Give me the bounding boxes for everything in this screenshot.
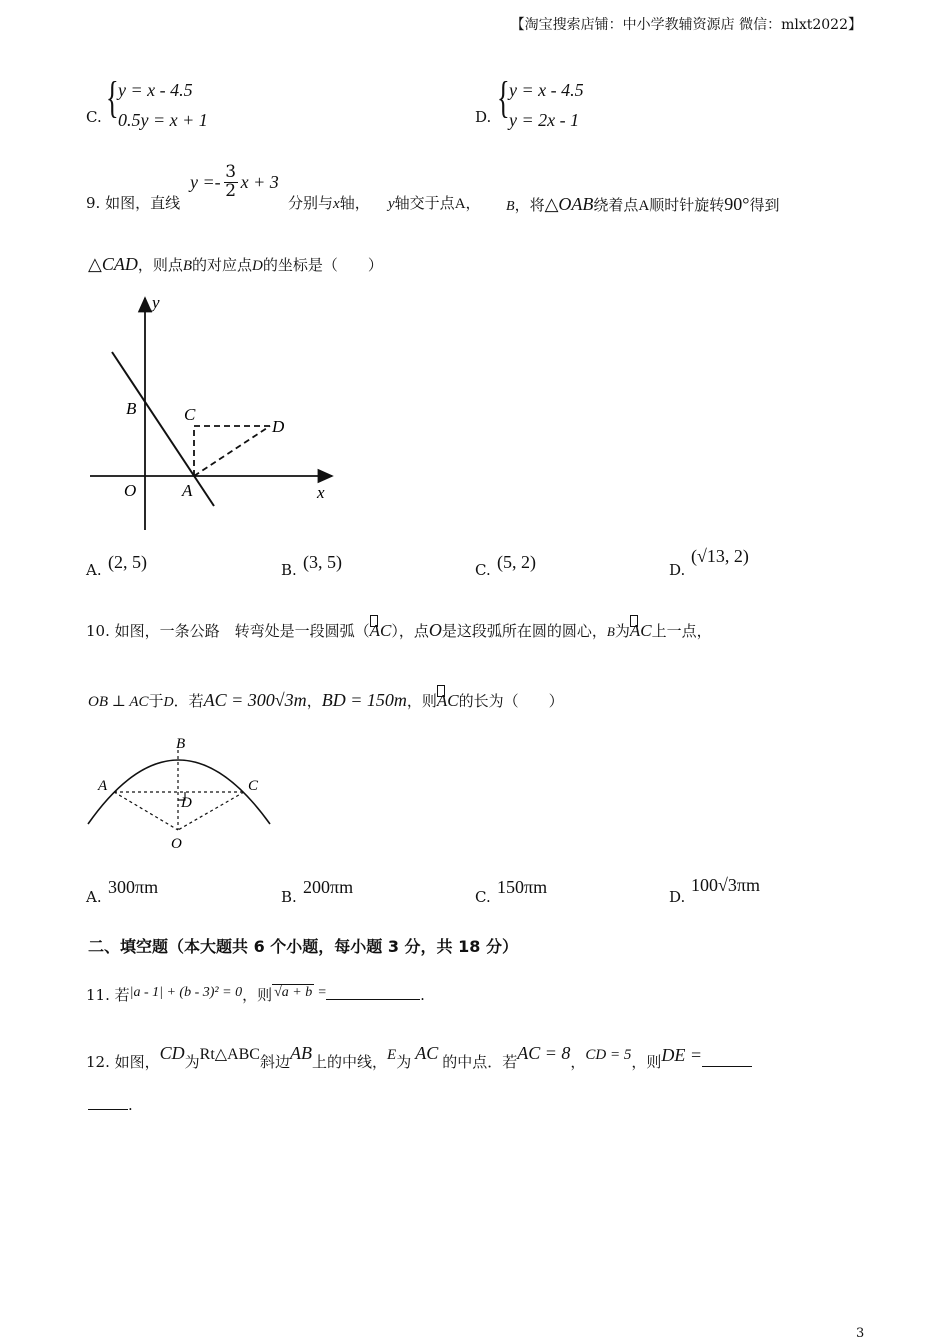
q10-option-d-value: 100√3πm bbox=[691, 875, 760, 895]
q10-fig-d-label: D bbox=[181, 795, 192, 811]
q9-text-line1c bbox=[506, 194, 780, 215]
q10-fig-b-label: B bbox=[176, 736, 186, 752]
q9-B2: B bbox=[182, 258, 193, 274]
q9-option-d-value: (√13, 2) bbox=[691, 546, 749, 566]
q10-option-d-label: D. bbox=[669, 888, 686, 906]
q12-AC: AC bbox=[415, 1043, 439, 1063]
q9-text-line1b bbox=[388, 192, 481, 213]
q10-option-c-value: 150πm bbox=[497, 877, 548, 897]
q9-prefix: 9. 如图，直线 bbox=[86, 194, 181, 212]
q8-option-d-line2: y = 2x - 1 bbox=[509, 110, 580, 130]
q10-p4: 为 bbox=[614, 622, 630, 640]
q12-w1: 为 bbox=[184, 1053, 200, 1071]
q9-segment-ad bbox=[194, 426, 270, 476]
q10-fig-a-label: A bbox=[98, 778, 108, 794]
q10-option-c-label: C. bbox=[475, 888, 491, 906]
q12-line1 bbox=[86, 1043, 752, 1072]
q9-figure bbox=[80, 290, 350, 540]
q8-option-c-brace: { bbox=[106, 73, 119, 122]
q12-w5: 的中点．若 bbox=[442, 1053, 518, 1071]
q12-w3: 上的中线， bbox=[312, 1053, 388, 1071]
q9-option-b-value: (3, 5) bbox=[303, 552, 342, 572]
q9-mid3: 轴交于点 bbox=[394, 194, 455, 212]
q10-fig-c-label: C bbox=[248, 778, 259, 794]
q8-option-d-line1: y = x - 4.5 bbox=[509, 80, 584, 100]
q9-A: A bbox=[454, 196, 466, 212]
q10-arc-ac-3: AC bbox=[436, 691, 459, 710]
q10-p3: 是这段弧所在圆的圆心， bbox=[441, 622, 607, 640]
q9-eq-right: x + 3 bbox=[240, 171, 279, 192]
q10-option-b-label: B. bbox=[281, 888, 297, 906]
section-heading-fill-in: 二、填空题（本大题共 6 个小题，每小题 3 分，共 18 分） bbox=[88, 937, 518, 956]
q11-prefix: 11. 若 bbox=[86, 986, 130, 1004]
q10-B: B bbox=[606, 624, 615, 639]
q12-w2: 斜边 bbox=[259, 1053, 290, 1071]
q12-w4: 为 bbox=[396, 1053, 412, 1071]
q9-A2: A bbox=[638, 198, 650, 214]
q9-option-c-value: (5, 2) bbox=[497, 552, 536, 572]
q9-fig-b-label: B bbox=[126, 399, 137, 418]
q10-line1 bbox=[86, 620, 712, 641]
q10-p2: ），点 bbox=[391, 622, 429, 640]
q9-B: B bbox=[506, 199, 515, 214]
q9-line2a: ，则点 bbox=[137, 256, 183, 274]
q9-eq-left: y =- bbox=[190, 171, 221, 192]
q10-arc-ac-2: AC bbox=[629, 621, 652, 640]
q12-E: E bbox=[387, 1047, 397, 1063]
q11-mid: ，则 bbox=[242, 986, 273, 1004]
q10-O: O bbox=[428, 620, 442, 640]
q9-deg: 90° bbox=[724, 194, 750, 214]
q9-mid7: 得到 bbox=[749, 196, 780, 214]
q10-p5: 上一点， bbox=[651, 622, 712, 640]
q9-y: y bbox=[388, 196, 395, 212]
q9-frac-den: 2 bbox=[225, 180, 237, 201]
q9-text-line2 bbox=[88, 254, 383, 275]
q11-answer-blank[interactable] bbox=[326, 999, 420, 1000]
q9-option-d-label: D. bbox=[669, 561, 686, 579]
q9-frac-num: 3 bbox=[225, 162, 237, 182]
q8-option-c-line2: 0.5y = x + 1 bbox=[118, 110, 208, 130]
q9-fig-o-label: O bbox=[124, 481, 137, 500]
q9-D: D bbox=[252, 258, 263, 274]
q12-cd-5: CD = 5 bbox=[585, 1047, 632, 1063]
q12-answer-blank-1[interactable] bbox=[702, 1066, 752, 1067]
q10-fig-o-label: O bbox=[171, 836, 182, 852]
q12-CD: CD bbox=[159, 1043, 185, 1063]
q10-option-b-value: 200πm bbox=[303, 877, 354, 897]
page-number: 3 bbox=[856, 1326, 865, 1341]
q9-option-b-label: B. bbox=[281, 561, 297, 579]
q9-tri-oab: △OAB bbox=[544, 194, 594, 214]
q12-w6: ，则 bbox=[631, 1053, 662, 1071]
q12-AB: AB bbox=[290, 1043, 312, 1063]
q10-option-a-label: A. bbox=[86, 888, 102, 906]
q9-mid1: 分别与 bbox=[288, 194, 334, 212]
q9-mid2: 轴， bbox=[339, 194, 370, 212]
q9-mid6: 顺时针旋转 bbox=[649, 196, 725, 214]
q8-option-d-label: D. bbox=[475, 108, 492, 126]
q9-fig-c-label: C bbox=[184, 405, 196, 424]
q10-p9: ，则 bbox=[406, 692, 437, 710]
q9-fig-x-label: x bbox=[317, 483, 325, 502]
q12-rt-abc: Rt△ABC bbox=[199, 1046, 260, 1063]
q12-line2 bbox=[88, 1096, 133, 1114]
q12-end: . bbox=[128, 1096, 133, 1114]
q9-option-a-label: A. bbox=[86, 561, 102, 579]
q10-option-a-value: 300πm bbox=[108, 877, 159, 897]
q10-prefix: 10. 如图，一条公路 转弯处是一段圆弧（ bbox=[86, 622, 370, 640]
q9-comma: ， bbox=[465, 194, 481, 212]
q11-line bbox=[86, 984, 425, 1005]
q10-D: D bbox=[163, 695, 174, 710]
q10-bd-value: BD = 150m bbox=[321, 690, 407, 710]
q12-ac-8: AC = 8 bbox=[517, 1043, 571, 1063]
q12-answer-blank-2[interactable] bbox=[88, 1109, 128, 1110]
q8-option-c-line1: y = x - 4.5 bbox=[118, 80, 193, 100]
q9-mid4: ，将 bbox=[514, 196, 545, 214]
q10-p10: 的长为（ ） bbox=[458, 692, 564, 710]
q9-option-c-label: C. bbox=[475, 561, 491, 579]
q11-expr: |a - 1| + (b - 3)² = 0 bbox=[129, 985, 243, 1000]
q9-x: x bbox=[333, 196, 340, 212]
q11-eq: = bbox=[318, 985, 327, 1000]
q10-p8: ， bbox=[306, 692, 322, 710]
q10-line2 bbox=[88, 690, 564, 711]
q12-prefix: 12. 如图， bbox=[86, 1053, 160, 1071]
q10-figure bbox=[82, 730, 282, 855]
q10-perp: OB ⊥ AC bbox=[88, 694, 149, 710]
q12-c1: ， bbox=[570, 1053, 586, 1071]
q9-fig-y-label: y bbox=[152, 293, 160, 312]
q10-p6: 于 bbox=[148, 692, 164, 710]
q11-root: √a + b bbox=[274, 985, 313, 1000]
q9-text-line1 bbox=[288, 192, 370, 213]
q9-fig-a-label: A bbox=[182, 481, 193, 500]
q10-p7: ．若 bbox=[173, 692, 204, 710]
q9-tri-cad: △CAD bbox=[88, 254, 138, 274]
q11-end: . bbox=[420, 986, 425, 1004]
q9-line2c: 的坐标是（ ） bbox=[262, 256, 383, 274]
q9-option-a-value: (2, 5) bbox=[108, 552, 147, 572]
q10-segment-oa bbox=[114, 792, 178, 830]
q9-line2b: 的对应点 bbox=[192, 256, 253, 274]
q9-line-equation bbox=[190, 164, 279, 201]
page-header: 【淘宝搜索店铺：中小学教辅资源店 微信：mlxt2022】 bbox=[510, 17, 862, 33]
q8-option-d-brace: { bbox=[497, 73, 510, 122]
q9-fig-d-label: D bbox=[272, 417, 285, 436]
q12-DE: DE = bbox=[661, 1045, 703, 1065]
q9-fraction bbox=[224, 164, 238, 201]
q8-option-c-label: C. bbox=[86, 108, 102, 126]
q9-mid5: 绕着点 bbox=[593, 196, 639, 214]
q10-ac-value: AC = 300√3m bbox=[203, 690, 307, 710]
q10-arc-ac: AC bbox=[369, 621, 392, 640]
